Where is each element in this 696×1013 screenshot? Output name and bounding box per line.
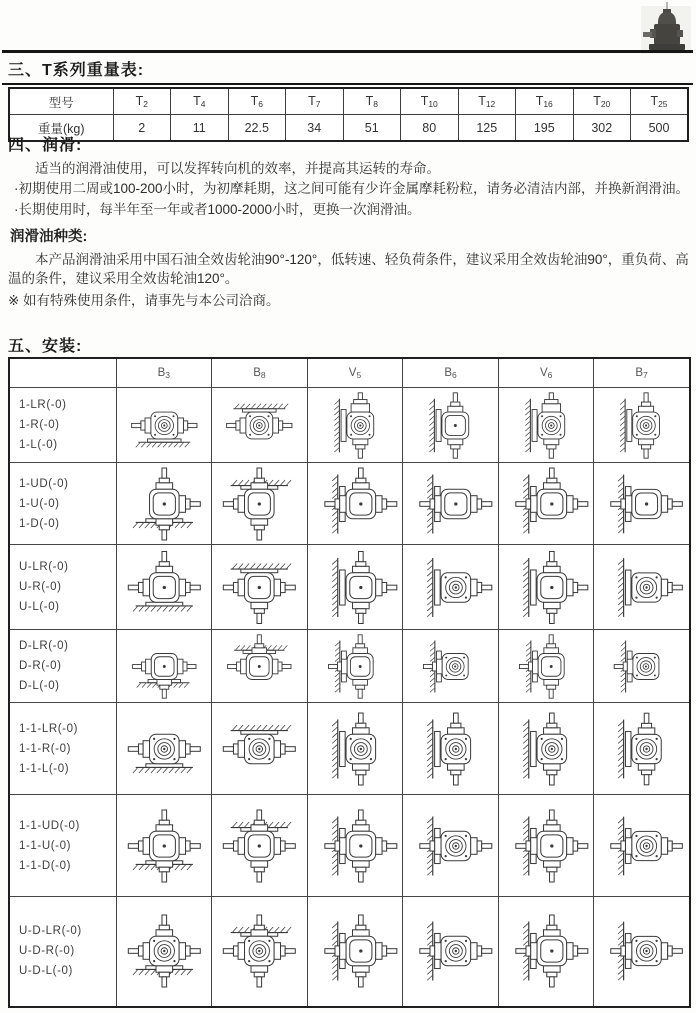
gearbox-diagram-drawing (215, 392, 304, 459)
weight-table (8, 87, 689, 142)
mounting-diagram (311, 467, 400, 541)
install-row (9, 795, 690, 897)
model-subscript: 20 (600, 99, 611, 109)
mounting-diagram (502, 634, 591, 699)
weight-cell: 80 (401, 115, 459, 142)
installation-table (8, 357, 691, 1008)
oil-types-text: 本产品润滑油采用中国石油全效齿轮油90°-120°，低转速、轻负荷条件，建议采用全效齿轮油90°，重负荷、高温的条件，建议采用全效齿轮油120°。 (8, 251, 689, 286)
mounting-diagram (597, 549, 685, 626)
gearbox-diagram-drawing (215, 900, 304, 1002)
weight-row-header: 重量(kg) (9, 115, 113, 142)
gearbox-diagram-drawing (597, 467, 685, 541)
model-cell (631, 88, 689, 115)
gearbox-diagram-drawing (597, 799, 685, 893)
mounting-diagram (311, 634, 400, 699)
install-label-cell (9, 463, 116, 545)
position-base: V (539, 366, 548, 379)
install-diagram-cell (212, 545, 308, 630)
model-subscript: 25 (658, 99, 668, 109)
mounting-diagram (406, 634, 495, 699)
gearbox-diagram-drawing (120, 707, 209, 791)
model-base: T (478, 94, 486, 108)
mounting-diagram (215, 634, 304, 699)
mounting-diagram (406, 549, 495, 626)
gearbox-diagram-drawing (502, 392, 591, 459)
weight-cell: 302 (573, 115, 631, 142)
mounting-diagram (502, 549, 591, 626)
gearbox-diagram-drawing (502, 634, 591, 699)
orientation-code: 1-UD(-0) (19, 477, 69, 490)
model-base: T (535, 94, 544, 108)
model-cell (228, 88, 286, 115)
gearbox-diagram-drawing (120, 392, 209, 459)
mounting-diagram (502, 392, 591, 459)
model-cell (573, 88, 631, 115)
gearbox-diagram-drawing (502, 467, 591, 541)
install-diagram-cell (403, 545, 499, 630)
gearbox-diagram-drawing (597, 707, 685, 791)
install-diagram-cell (498, 545, 594, 630)
gearbox-photo-icon (641, 2, 691, 54)
orientation-code: 1-LR(-0) (19, 399, 67, 411)
install-diagram-cell (212, 795, 308, 897)
model-subscript: 16 (543, 99, 553, 109)
install-diagram-cell (307, 897, 403, 1007)
gearbox-diagram-drawing (406, 799, 495, 893)
install-diagram-cell (594, 388, 690, 463)
gearbox-diagram-drawing (311, 392, 400, 459)
position-base: B (157, 366, 166, 379)
position-subscript: 3 (165, 369, 170, 380)
weight-cell: 11 (171, 115, 229, 142)
install-header-empty (9, 358, 116, 388)
mounting-diagram (120, 707, 209, 791)
mounting-diagram (215, 707, 304, 791)
mounting-diagram (311, 549, 400, 626)
install-diagram-cell (594, 630, 690, 703)
gearbox-diagram-drawing (120, 900, 209, 1002)
gearbox-diagram-drawing (215, 707, 304, 791)
mounting-diagram (597, 634, 685, 699)
install-diagram-cell (498, 630, 594, 703)
model-base: T (650, 94, 659, 108)
model-base: T (593, 94, 601, 108)
orientation-code: U-LR(-0) (19, 561, 69, 573)
model-cell (113, 88, 171, 115)
install-diagram-cell (307, 388, 403, 463)
gearbox-diagram-drawing (597, 549, 685, 626)
mounting-diagram (597, 392, 685, 459)
gearbox-diagram-drawing (215, 799, 304, 893)
mounting-diagram (502, 799, 591, 893)
installation-title: 五、安装: (8, 338, 83, 355)
lubrication-intro: 适当的润滑油使用，可以发挥转向机的效率，并提高其运转的寿命。 (35, 160, 440, 176)
mounting-position-header (594, 358, 690, 388)
gearbox-diagram-drawing (502, 900, 591, 1002)
install-diagram-cell (594, 463, 690, 545)
gearbox-diagram-drawing (215, 467, 304, 541)
model-cell (343, 88, 401, 115)
install-diagram-cell (498, 795, 594, 897)
gearbox-diagram-drawing (502, 707, 591, 791)
model-subscript: 8 (373, 99, 378, 109)
install-label-cell (9, 630, 116, 703)
mounting-diagram (406, 467, 495, 541)
install-diagram-cell (116, 795, 212, 897)
position-base: B (253, 366, 261, 379)
orientation-code: U-D-R(-0) (19, 945, 75, 958)
mounting-diagram (215, 392, 304, 459)
model-cell (171, 88, 229, 115)
gearbox-diagram-drawing (406, 392, 495, 459)
mounting-diagram (502, 467, 591, 541)
install-label-cell (9, 388, 116, 463)
model-base: T (308, 94, 316, 108)
install-diagram-cell (594, 703, 690, 795)
orientation-code: U-D-L(-0) (19, 965, 73, 978)
position-base: B (635, 366, 643, 379)
weight-cell: 34 (286, 115, 344, 142)
model-cell (516, 88, 574, 115)
weight-cell: 51 (343, 115, 401, 142)
orientation-code: U-L(-0) (19, 601, 60, 613)
position-subscript: 6 (452, 369, 457, 380)
mounting-position-header (307, 358, 403, 388)
mounting-diagram (597, 707, 685, 791)
mounting-diagram (311, 707, 400, 791)
gearbox-diagram-drawing (120, 467, 209, 541)
install-diagram-cell (594, 897, 690, 1007)
install-label-cell (9, 897, 116, 1007)
orientation-code: 1-U(-0) (19, 497, 60, 510)
mounting-diagram (120, 900, 209, 1002)
install-label-cell (9, 795, 116, 897)
model-subscript: 12 (485, 99, 496, 109)
install-diagram-cell (212, 388, 308, 463)
install-diagram-cell (307, 795, 403, 897)
model-base: T (193, 94, 201, 108)
orientation-code: 1-L(-0) (19, 439, 58, 451)
position-subscript: 5 (356, 369, 362, 380)
weight-section-header (2, 50, 693, 85)
orientation-code: U-R(-0) (19, 581, 62, 593)
weight-cell: 195 (516, 115, 574, 142)
mounting-diagram (215, 900, 304, 1002)
mounting-diagram (215, 549, 304, 626)
lubrication-bullet: ·长期使用时，每半年至一年或者1000-2000小时，更换一次润滑油。 (14, 201, 421, 217)
mounting-diagram (597, 467, 685, 541)
install-row (9, 388, 690, 463)
model-row-header: 型号 (9, 88, 113, 115)
weight-cell: 500 (631, 115, 689, 142)
position-subscript: 8 (260, 369, 266, 380)
model-subscript: 10 (428, 99, 438, 109)
install-diagram-cell (403, 388, 499, 463)
weight-cell: 2 (113, 115, 171, 142)
model-subscript: 2 (143, 99, 148, 109)
mounting-position-header (498, 358, 594, 388)
weight-table-model-row (9, 88, 688, 115)
position-subscript: 6 (547, 369, 553, 380)
install-diagram-cell (116, 630, 212, 703)
position-base: B (444, 366, 453, 379)
gearbox-diagram-drawing (311, 707, 400, 791)
install-row (9, 703, 690, 795)
mounting-diagram (311, 900, 400, 1002)
orientation-code: D-LR(-0) (19, 640, 69, 652)
install-diagram-cell (403, 463, 499, 545)
model-base: T (135, 94, 144, 108)
install-diagram-cell (116, 388, 212, 463)
oil-types-heading: 润滑油种类: (10, 229, 88, 245)
orientation-code: 1-1-D(-0) (19, 859, 72, 872)
install-label-cell (9, 545, 116, 630)
lubrication-section (8, 136, 690, 311)
mounting-diagram (120, 467, 209, 541)
gearbox-diagram-drawing (597, 900, 685, 1002)
gearbox-diagram-drawing (406, 634, 495, 699)
model-base: T (250, 94, 259, 108)
special-conditions-note: ※ 如有特殊使用条件，请事先与本公司洽商。 (8, 292, 280, 308)
install-header-row (9, 358, 690, 388)
position-base: V (348, 366, 357, 379)
mounting-diagram (502, 900, 591, 1002)
position-subscript: 7 (642, 369, 648, 380)
mounting-diagram (597, 799, 685, 893)
product-photo (641, 2, 691, 54)
gearbox-diagram-drawing (502, 549, 591, 626)
install-row (9, 630, 690, 703)
model-cell (401, 88, 459, 115)
mounting-diagram (215, 799, 304, 893)
mounting-position-header (403, 358, 499, 388)
mounting-diagram (311, 392, 400, 459)
mounting-diagram (120, 549, 209, 626)
gearbox-diagram-drawing (311, 634, 400, 699)
orientation-code: 1-1-R(-0) (19, 742, 72, 755)
orientation-code: 1-1-UD(-0) (19, 819, 80, 832)
mounting-position-header (116, 358, 212, 388)
mounting-position-header (212, 358, 308, 388)
gearbox-diagram-drawing (311, 900, 400, 1002)
install-diagram-cell (116, 897, 212, 1007)
weight-section-title: 三、T系列重量表: (8, 62, 145, 79)
install-row (9, 897, 690, 1007)
install-diagram-cell (212, 630, 308, 703)
gearbox-diagram-drawing (406, 900, 495, 1002)
lubrication-bullet: ·初期使用二周或100-200小时，为初摩耗期，这之间可能有少许金属摩耗粉粒，请务必清洁内部，并换新润滑油。 (14, 181, 690, 196)
install-diagram-cell (403, 703, 499, 795)
weight-cell: 125 (458, 115, 516, 142)
install-diagram-cell (307, 545, 403, 630)
install-diagram-cell (307, 630, 403, 703)
gearbox-diagram-drawing (215, 634, 304, 699)
mounting-diagram (215, 467, 304, 541)
install-label-cell (9, 703, 116, 795)
install-diagram-cell (212, 703, 308, 795)
gearbox-diagram-drawing (502, 799, 591, 893)
model-base: T (365, 94, 374, 108)
install-row (9, 545, 690, 630)
install-diagram-cell (594, 545, 690, 630)
install-diagram-cell (498, 703, 594, 795)
gearbox-diagram-drawing (120, 634, 209, 699)
gearbox-diagram-drawing (406, 549, 495, 626)
weight-cell: 22.5 (228, 115, 286, 142)
mounting-diagram (406, 900, 495, 1002)
mounting-diagram (311, 799, 400, 893)
orientation-code: U-D-LR(-0) (19, 925, 82, 938)
install-diagram-cell (212, 463, 308, 545)
mounting-diagram (120, 392, 209, 459)
model-base: T (420, 94, 429, 108)
install-diagram-cell (212, 897, 308, 1007)
gearbox-diagram-drawing (311, 549, 400, 626)
install-diagram-cell (307, 463, 403, 545)
mounting-diagram (597, 900, 685, 1002)
install-diagram-cell (498, 388, 594, 463)
lubrication-title: 四、润滑: (8, 137, 83, 154)
gearbox-diagram-drawing (215, 549, 304, 626)
mounting-diagram (406, 799, 495, 893)
gearbox-diagram-drawing (120, 549, 209, 626)
orientation-code: D-L(-0) (19, 680, 60, 692)
mounting-diagram (406, 392, 495, 459)
install-diagram-cell (498, 463, 594, 545)
gearbox-diagram-drawing (311, 467, 400, 541)
mounting-diagram (502, 707, 591, 791)
mounting-diagram (406, 707, 495, 791)
orientation-code: 1-1-LR(-0) (19, 722, 79, 735)
install-diagram-cell (594, 795, 690, 897)
model-cell (458, 88, 516, 115)
gearbox-diagram-drawing (597, 634, 685, 699)
install-diagram-cell (498, 897, 594, 1007)
install-diagram-cell (116, 463, 212, 545)
mounting-diagram (120, 634, 209, 699)
model-subscript: 7 (315, 99, 321, 109)
install-diagram-cell (403, 630, 499, 703)
gearbox-diagram-drawing (120, 799, 209, 893)
mounting-diagram (120, 799, 209, 893)
orientation-code: D-R(-0) (19, 660, 62, 672)
gearbox-diagram-drawing (406, 467, 495, 541)
model-cell (286, 88, 344, 115)
install-diagram-cell (403, 897, 499, 1007)
orientation-code: 1-R(-0) (19, 419, 60, 431)
orientation-code: 1-D(-0) (19, 517, 60, 530)
orientation-code: 1-1-U(-0) (19, 839, 72, 852)
install-diagram-cell (116, 545, 212, 630)
gearbox-diagram-drawing (311, 799, 400, 893)
install-row (9, 463, 690, 545)
orientation-code: 1-1-L(-0) (19, 762, 70, 775)
gearbox-diagram-drawing (597, 392, 685, 459)
install-diagram-cell (403, 795, 499, 897)
model-subscript: 4 (200, 99, 206, 109)
install-diagram-cell (307, 703, 403, 795)
gearbox-diagram-drawing (406, 707, 495, 791)
install-diagram-cell (116, 703, 212, 795)
model-subscript: 6 (258, 99, 263, 109)
